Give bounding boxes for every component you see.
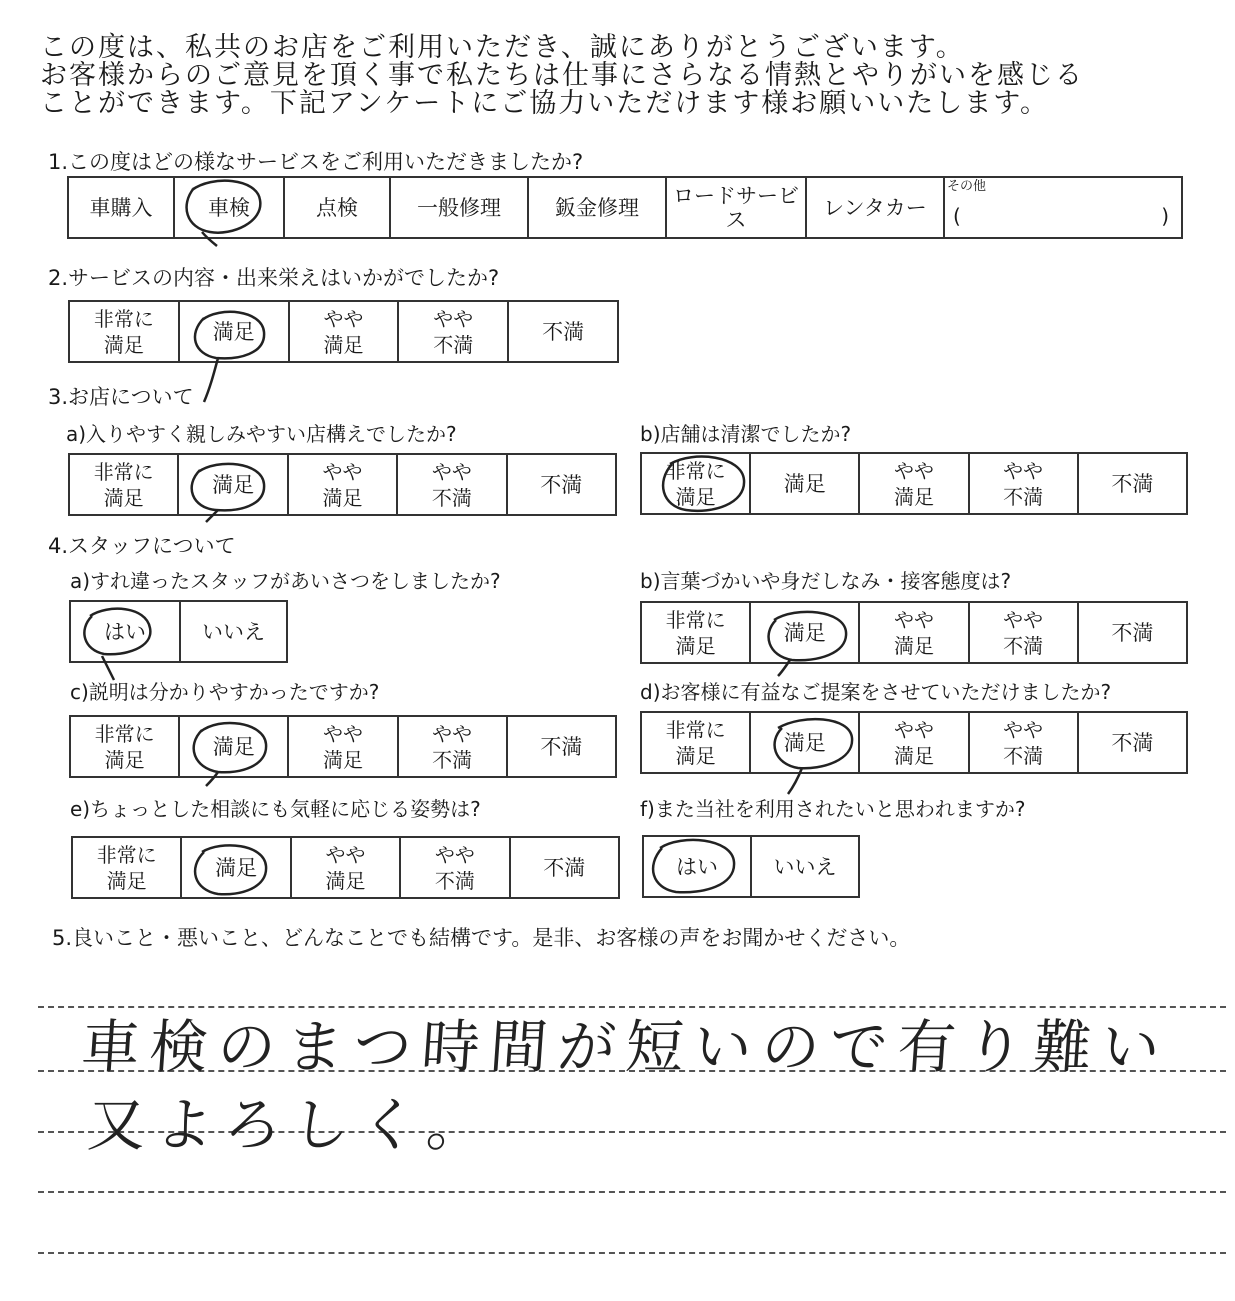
q4e-option-dissatisfied[interactable]: 不満	[510, 837, 619, 898]
q1-option-bodywork[interactable]: 鈑金修理	[528, 177, 666, 238]
intro-line-2: お客様からのご意見を頂く事で私たちは仕事にさらなる情熱とやりがいを感じる	[40, 60, 1084, 91]
q4b-option-somewhat-dissatisfied[interactable]: やや 不満	[969, 602, 1078, 663]
q5-title: 5.良いこと・悪いこと、どんなことでも結構です。是非、お客様の声をお聞かせください。	[52, 926, 911, 950]
q1-options	[67, 176, 1183, 239]
q4a-option-no[interactable]: いいえ	[180, 601, 287, 662]
q2-title: 2.サービスの内容・出来栄えはいかがでしたか?	[48, 266, 500, 290]
q4f-option-yes[interactable]: はい	[643, 836, 751, 897]
intro-line-1: この度は、私共のお店をご利用いただき、誠にありがとうございます。	[40, 32, 965, 63]
q4d-option-very-satisfied[interactable]: 非常に 満足	[641, 712, 750, 773]
q4e-option-very-satisfied[interactable]: 非常に 満足	[72, 837, 181, 898]
q3a-title: a)入りやすく親しみやすい店構えでしたか?	[66, 422, 457, 446]
q4c-options	[69, 715, 617, 778]
q4f-option-no[interactable]: いいえ	[751, 836, 859, 897]
q3a-option-dissatisfied[interactable]: 不満	[507, 454, 616, 515]
answer-line-4	[38, 1191, 1226, 1193]
q3b-options	[640, 452, 1188, 515]
q4a-title: a)すれ違ったスタッフがあいさつをしましたか?	[70, 569, 501, 593]
q2-options	[68, 300, 619, 363]
other-label: その他	[947, 179, 987, 194]
q3a-options	[68, 453, 617, 516]
q1-option-check[interactable]: 点検	[284, 177, 390, 238]
q1-option-other[interactable]	[944, 177, 1182, 238]
intro-line-3: ことができます。下記アンケートにご協力いただけます様お願いいたします。	[40, 88, 1050, 119]
q3-title: 3.お店について	[48, 385, 194, 409]
answer-handwriting-2: 又よろしく。	[85, 1091, 497, 1159]
q4c-option-somewhat-satisfied[interactable]: やや 満足	[288, 716, 397, 777]
q4b-option-somewhat-satisfied[interactable]: やや 満足	[859, 602, 968, 663]
q1-option-car-purchase[interactable]: 車購入	[68, 177, 174, 238]
q4c-title: c)説明は分かりやすかったですか?	[70, 680, 380, 704]
q4e-option-somewhat-dissatisfied[interactable]: やや 不満	[400, 837, 509, 898]
q1-option-inspection[interactable]: 車検	[174, 177, 284, 238]
q4c-option-somewhat-dissatisfied[interactable]: やや 不満	[398, 716, 507, 777]
q2-option-somewhat-dissatisfied[interactable]: やや 不満	[398, 301, 508, 362]
q2-option-dissatisfied[interactable]: 不満	[508, 301, 618, 362]
q3a-option-satisfied[interactable]: 満足	[178, 454, 287, 515]
q4b-options	[640, 601, 1188, 664]
q3b-option-dissatisfied[interactable]: 不満	[1078, 453, 1187, 514]
q4d-option-somewhat-dissatisfied[interactable]: やや 不満	[969, 712, 1078, 773]
q4e-title: e)ちょっとした相談にも気軽に応じる姿勢は?	[70, 797, 481, 821]
q4c-option-very-satisfied[interactable]: 非常に 満足	[70, 716, 179, 777]
q4b-option-satisfied[interactable]: 満足	[750, 602, 859, 663]
intro-text	[40, 34, 1220, 118]
q4a-options	[69, 600, 288, 663]
q4b-option-dissatisfied[interactable]: 不満	[1078, 602, 1187, 663]
q4e-option-somewhat-satisfied[interactable]: やや 満足	[291, 837, 400, 898]
q4d-option-satisfied[interactable]: 満足	[750, 712, 859, 773]
q3a-option-somewhat-satisfied[interactable]: やや 満足	[288, 454, 397, 515]
q4d-title: d)お客様に有益なご提案をさせていただけましたか?	[640, 680, 1112, 704]
q4c-option-satisfied[interactable]: 満足	[179, 716, 288, 777]
q4c-option-dissatisfied[interactable]: 不満	[507, 716, 616, 777]
q1-option-general-repair[interactable]: 一般修理	[390, 177, 528, 238]
q1-option-road-service[interactable]: ロードサービス	[666, 177, 806, 238]
paren-open: (	[953, 204, 961, 228]
answer-line-5	[38, 1252, 1226, 1254]
q1-option-rental-car[interactable]: レンタカー	[806, 177, 944, 238]
q4f-title: f)また当社を利用されたいと思われますか?	[640, 797, 1026, 821]
q3a-option-somewhat-dissatisfied[interactable]: やや 不満	[397, 454, 506, 515]
q4d-options	[640, 711, 1188, 774]
q1-title: 1.この度はどの様なサービスをご利用いただきましたか?	[48, 150, 584, 174]
q4e-options	[71, 836, 620, 899]
q4e-option-satisfied[interactable]: 満足	[181, 837, 290, 898]
q4d-option-dissatisfied[interactable]: 不満	[1078, 712, 1187, 773]
paren-close: )	[1161, 204, 1169, 228]
q3a-option-very-satisfied[interactable]: 非常に 満足	[69, 454, 178, 515]
q4b-title: b)言葉づかいや身だしなみ・接客態度は?	[640, 569, 1012, 593]
q2-option-very-satisfied[interactable]: 非常に 満足	[69, 301, 179, 362]
q3b-option-satisfied[interactable]: 満足	[750, 453, 859, 514]
q3b-option-somewhat-satisfied[interactable]: やや 満足	[859, 453, 968, 514]
q3b-option-somewhat-dissatisfied[interactable]: やや 不満	[969, 453, 1078, 514]
q4b-option-very-satisfied[interactable]: 非常に 満足	[641, 602, 750, 663]
q4d-option-somewhat-satisfied[interactable]: やや 満足	[859, 712, 968, 773]
q2-option-somewhat-satisfied[interactable]: やや 満足	[289, 301, 399, 362]
q2-option-satisfied[interactable]: 満足	[179, 301, 289, 362]
q4f-options	[642, 835, 860, 898]
answer-handwriting-1: 車検のまつ時間が短いので有り難い	[79, 1013, 1173, 1081]
q3b-title: b)店舗は清潔でしたか?	[640, 422, 852, 446]
q4a-option-yes[interactable]: はい	[70, 601, 180, 662]
q3b-option-very-satisfied[interactable]: 非常に 満足	[641, 453, 750, 514]
q4-title: 4.スタッフについて	[48, 534, 236, 558]
